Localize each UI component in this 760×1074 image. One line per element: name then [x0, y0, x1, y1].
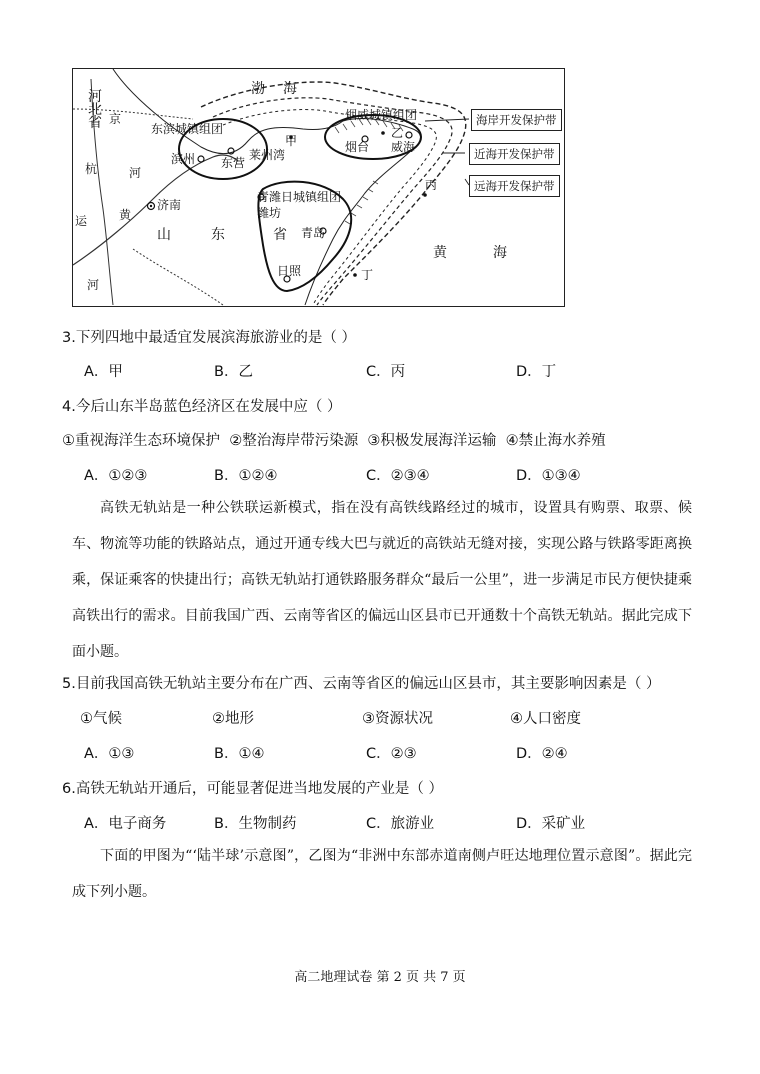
map-label-sheng: 省 — [273, 227, 287, 243]
question-5-option-b[interactable]: B．①④ — [214, 746, 265, 762]
yi-point — [381, 131, 385, 135]
map-label-huang: 黄 — [119, 208, 132, 222]
map-label-hang: 杭 — [85, 162, 98, 176]
map-label-yun: 运 — [75, 214, 88, 228]
map-label-jia: 甲 — [285, 134, 298, 148]
question-4-items: ①重视海洋生态环境保护 ②整治海岸带污染源 ③积极发展海洋运输 ④禁止海水养殖 — [62, 433, 606, 449]
map-label-jinan: 济南 — [157, 198, 182, 212]
question-3-option-b[interactable]: B．乙 — [214, 364, 253, 380]
question-4-stem: 4.今后山东半岛蓝色经济区在发展中应（ ） — [62, 399, 342, 415]
binzhou-marker — [198, 156, 204, 162]
map-label-hebei: 河北省 — [88, 89, 102, 131]
map-label-weihai: 威海 — [391, 140, 416, 154]
map-label-dongying: 东营 — [221, 156, 246, 170]
question-5-item-4: ④人口密度 — [510, 711, 581, 727]
question-5-item-1: ①气候 — [80, 711, 122, 727]
map-label-shandong: 山东 — [157, 227, 265, 243]
map-label-dongbin-group: 东滨城镇组团 — [151, 122, 224, 136]
jinan-marker-inner — [150, 205, 152, 207]
map-label-binzhou: 滨州 — [171, 152, 196, 166]
question-6-option-a[interactable]: A．电子商务 — [84, 816, 167, 832]
question-5-option-a[interactable]: A．①③ — [84, 746, 135, 762]
map-label-he-river: 河 — [129, 166, 142, 180]
question-4-option-b[interactable]: B．①②④ — [214, 468, 278, 484]
bing-point — [423, 193, 427, 197]
question-5-item-2: ②地形 — [212, 711, 254, 727]
question-3-option-d[interactable]: D．丁 — [516, 364, 557, 380]
map-label-laizhou-bay: 莱州湾 — [249, 148, 286, 162]
page-footer: 高二地理试卷 第 2 页 共 7 页 — [294, 970, 466, 985]
question-5-option-c[interactable]: C．②③ — [366, 746, 417, 762]
map-label-huanghai: 黄海 — [433, 245, 553, 261]
question-5-item-3: ③资源状况 — [362, 711, 433, 727]
weihai-marker — [406, 132, 412, 138]
map-label-bohai: 渤海 — [251, 81, 315, 97]
question-5-option-d[interactable]: D．②④ — [516, 746, 568, 762]
legend-near-sea: 近海开发保护带 — [469, 143, 560, 165]
question-5-stem: 5.目前我国高铁无轨站主要分布在广西、云南等省区的偏远山区县市，其主要影响因素是（ ） — [62, 676, 661, 692]
ding-point — [353, 273, 357, 277]
question-4-option-d[interactable]: D．①③④ — [516, 468, 581, 484]
legend-coast: 海岸开发保护带 — [471, 109, 562, 131]
coast-boundary — [223, 110, 436, 305]
map-label-yantai: 烟台 — [345, 140, 370, 154]
map-label-he-canal: 河 — [87, 278, 100, 292]
map-label-yanwei-group: 烟威城镇组团 — [345, 108, 418, 122]
map-label-yi: 乙 — [391, 126, 404, 140]
question-4-option-a[interactable]: A．①②③ — [84, 468, 148, 484]
question-6-option-c[interactable]: C．旅游业 — [366, 816, 435, 832]
question-6-stem: 6.高铁无轨站开通后，可能显著促进当地发展的产业是（ ） — [62, 781, 443, 797]
question-3-option-a[interactable]: A．甲 — [84, 364, 123, 380]
question-3-option-c[interactable]: C．丙 — [366, 364, 406, 380]
legend-far-sea: 远海开发保护带 — [469, 175, 560, 197]
passage-africa: 下面的甲图为“‘陆半球’示意图”，乙图为“非洲中东部赤道南侧卢旺达地理位置示意图”。据此完成下列小题。 — [72, 848, 692, 900]
question-3-stem: 3.下列四地中最适宜发展滨海旅游业的是（ ） — [62, 330, 356, 346]
passage-rail: 高铁无轨站是一种公铁联运新模式，指在没有高铁线路经过的城市，设置具有购票、取票、候车、物流等功能的铁路站点，通过开通专线大巴与就近的高铁站无缝对接，实现公路与铁路零距离换乘，保证乘客的快捷出行；高铁无轨站打通铁路服务群众“最后一公里”，进一步满足市民方便快捷乘高铁出行的需求。目前我国广西、云南等省区的偏远山区县市已开通数十个高铁无轨站。据此完成下面小题。 — [72, 500, 692, 660]
map-label-ding: 丁 — [361, 268, 374, 282]
map-label-qingwei-group: 青潍日城镇组团 — [257, 190, 342, 204]
map-label-bing: 丙 — [425, 178, 438, 192]
map-label-weifang: 潍坊 — [257, 206, 282, 220]
map-label-qingdao: 青岛 — [301, 226, 326, 240]
map-label-rizhao: 日照 — [277, 264, 302, 278]
question-6-option-d[interactable]: D．采矿业 — [516, 816, 586, 832]
map-label-beijing: 京 — [109, 112, 122, 126]
question-4-option-c[interactable]: C．②③④ — [366, 468, 430, 484]
question-6-option-b[interactable]: B．生物制药 — [214, 816, 297, 832]
shandong-peninsula-map — [72, 68, 565, 307]
